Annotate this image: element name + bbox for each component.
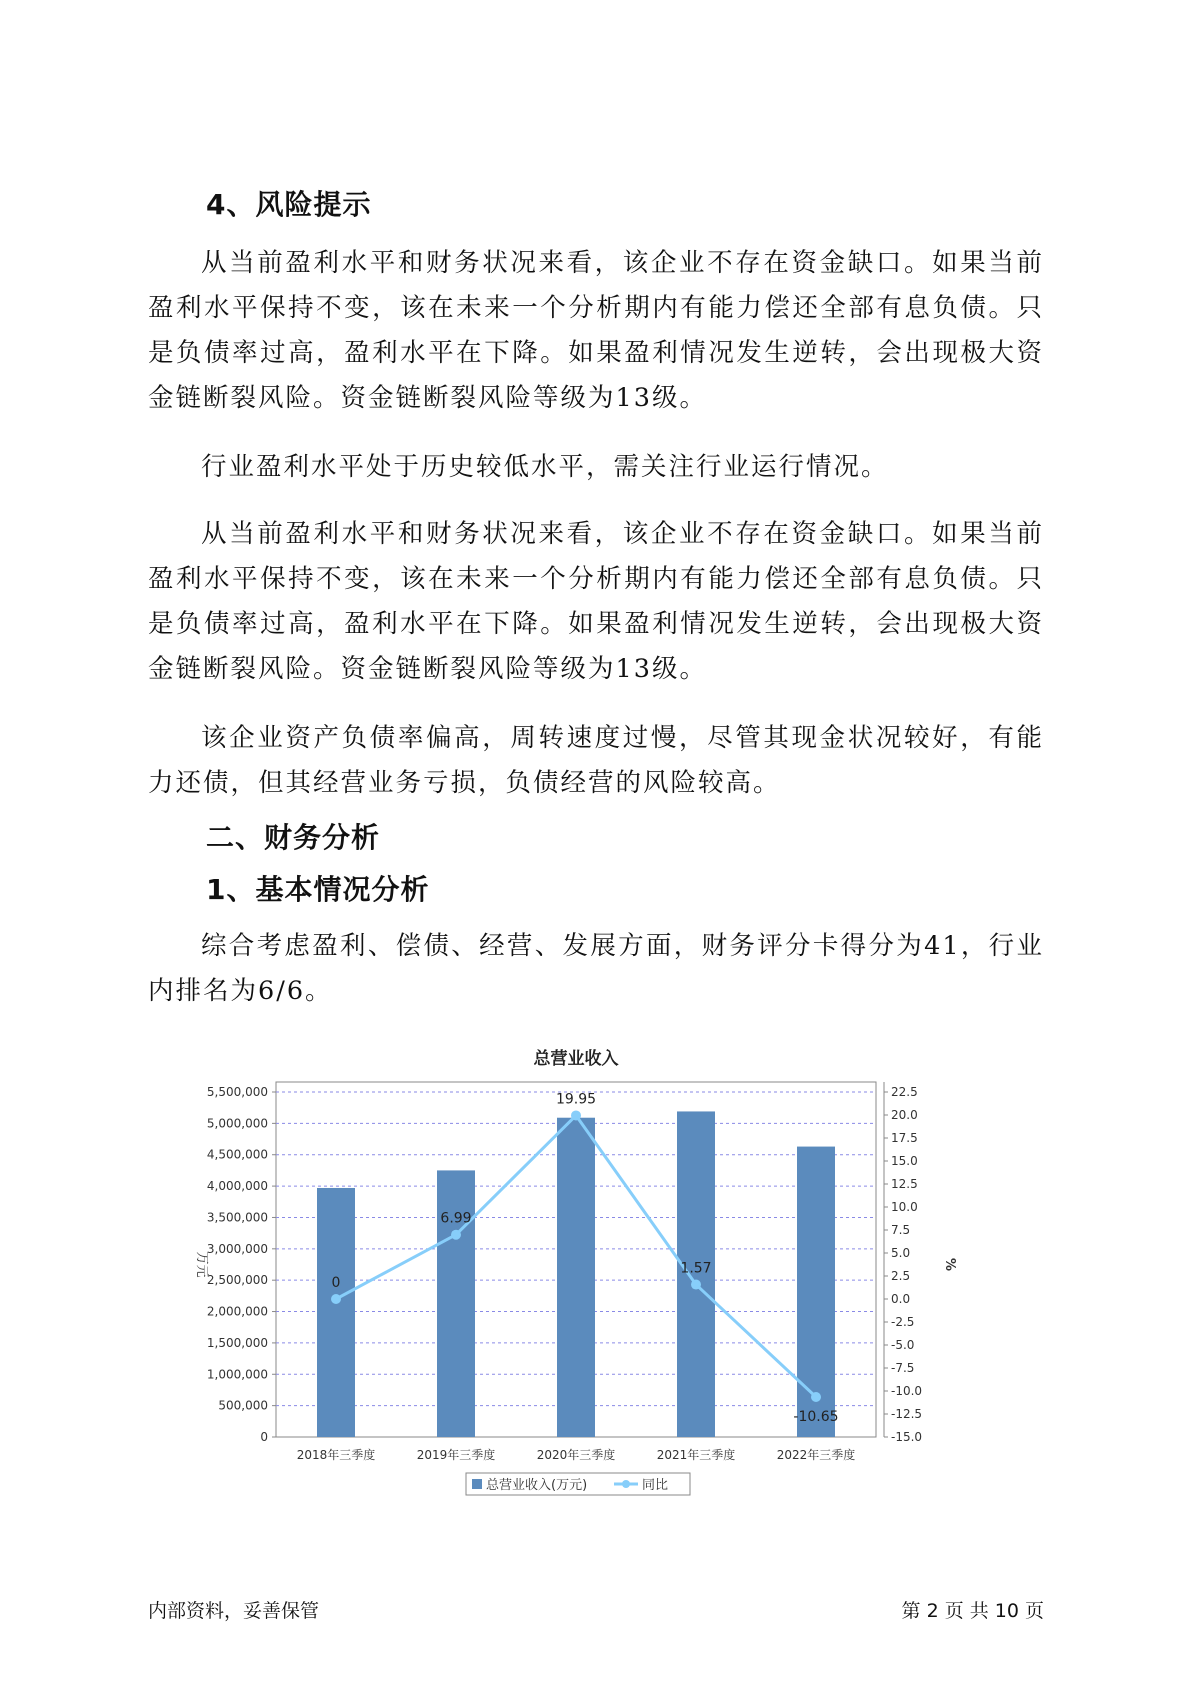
y-tick-label: 5,500,000 bbox=[206, 1085, 268, 1099]
y-right-tick-label: 17.5 bbox=[891, 1131, 918, 1145]
x-tick-label: 2021年三季度 bbox=[656, 1448, 736, 1462]
legend-line-label: 同比 bbox=[642, 1478, 669, 1493]
legend-bar-swatch bbox=[472, 1479, 482, 1489]
y-right-tick-label: -10.0 bbox=[891, 1384, 923, 1398]
yoy-data-label: 6.99 bbox=[440, 1210, 472, 1227]
y-right-tick-label: 12.5 bbox=[891, 1177, 918, 1191]
y-right-tick-label: 20.0 bbox=[891, 1108, 918, 1122]
yoy-point bbox=[811, 1392, 821, 1402]
y-right-tick-label: 10.0 bbox=[891, 1200, 918, 1214]
paragraph-risk-4: 该企业资产负债率偏高，周转速度过慢，尽管其现金状况较好，有能力还债，但其经营业务亏损，负债经营的风险较高。 bbox=[148, 723, 1044, 798]
y-tick-label: 3,000,000 bbox=[206, 1241, 268, 1256]
yoy-data-label: 0 bbox=[331, 1275, 341, 1291]
y-tick-label: 2,000,000 bbox=[206, 1304, 268, 1319]
risk-heading: 4、风险提示 bbox=[206, 188, 372, 221]
x-tick-label: 2019年三季度 bbox=[416, 1448, 496, 1462]
page-number: 第 2 页 共 10 页 bbox=[901, 1600, 1044, 1622]
y-tick-label: 2,500,000 bbox=[206, 1273, 268, 1288]
y-tick-label: 1,000,000 bbox=[206, 1367, 268, 1382]
x-tick-label: 2020年三季度 bbox=[536, 1448, 616, 1462]
y-right-tick-label: 5.0 bbox=[891, 1246, 911, 1260]
y-axis-label: 万元 bbox=[194, 1251, 209, 1278]
finance-heading: 二、财务分析 bbox=[206, 821, 381, 854]
y-tick-label: 1,500,000 bbox=[206, 1335, 268, 1350]
y-right-tick-label: 15.0 bbox=[891, 1154, 918, 1168]
paragraph-risk-2: 行业盈利水平处于历史较低水平，需关注行业运行情况。 bbox=[201, 452, 889, 482]
basic-heading: 1、基本情况分析 bbox=[206, 873, 430, 906]
y-tick-label: 0 bbox=[260, 1430, 268, 1444]
yoy-data-label: 19.95 bbox=[555, 1091, 597, 1108]
yoy-point bbox=[571, 1110, 581, 1120]
y-right-tick-label: -15.0 bbox=[891, 1430, 923, 1444]
y-right-tick-label: -5.0 bbox=[891, 1338, 915, 1352]
yoy-point bbox=[451, 1230, 461, 1240]
legend-line-marker bbox=[622, 1480, 630, 1488]
legend-bar-label: 总营业收入(万元) bbox=[486, 1478, 588, 1493]
paragraph-risk-3: 从当前盈利水平和财务状况来看，该企业不存在资金缺口。如果当前盈利水平保持不变，该在未来一个分析期内有能力偿还全部有息负债。只是负债率过高，盈利水平在下降。如果盈利情况发生逆转，会出现极大资金链断裂风险。资金链断裂风险等级为13级。 bbox=[148, 519, 1044, 684]
y-tick-label: 5,000,000 bbox=[206, 1116, 268, 1131]
yoy-data-label: 1.57 bbox=[680, 1260, 712, 1277]
y-right-tick-label: -12.5 bbox=[891, 1407, 923, 1421]
y-tick-label: 4,000,000 bbox=[206, 1179, 268, 1194]
yoy-data-label: -10.65 bbox=[793, 1408, 839, 1425]
yoy-point bbox=[691, 1280, 701, 1290]
bar bbox=[557, 1118, 595, 1437]
x-tick-label: 2018年三季度 bbox=[296, 1448, 376, 1462]
yoy-point bbox=[331, 1294, 341, 1304]
y-right-tick-label: 2.5 bbox=[891, 1269, 911, 1283]
y-right-axis-label: % bbox=[942, 1257, 957, 1272]
paragraph-risk-1: 从当前盈利水平和财务状况来看，该企业不存在资金缺口。如果当前盈利水平保持不变，该在未来一个分析期内有能力偿还全部有息负债。只是负债率过高，盈利水平在下降。如果盈利情况发生逆转，会出现极大资金链断裂风险。资金链断裂风险等级为13级。 bbox=[148, 248, 1044, 413]
y-right-tick-label: 0.0 bbox=[891, 1292, 911, 1306]
y-tick-label: 500,000 bbox=[218, 1398, 268, 1413]
revenue-chart bbox=[180, 1040, 1040, 1500]
paragraph-basic: 综合考虑盈利、偿债、经营、发展方面，财务评分卡得分为41，行业内排名为6/6。 bbox=[148, 931, 1044, 1006]
footer-note: 内部资料，妥善保管 bbox=[148, 1600, 320, 1622]
bar bbox=[317, 1188, 355, 1437]
chart-title: 总营业收入 bbox=[533, 1049, 619, 1069]
x-tick-label: 2022年三季度 bbox=[776, 1448, 856, 1462]
y-right-tick-label: 22.5 bbox=[891, 1085, 918, 1099]
revenue-chart-svg bbox=[180, 1040, 1040, 1500]
y-right-tick-label: -7.5 bbox=[891, 1361, 915, 1375]
y-tick-label: 4,500,000 bbox=[206, 1147, 268, 1162]
y-right-tick-label: 7.5 bbox=[891, 1223, 911, 1237]
y-right-tick-label: -2.5 bbox=[891, 1315, 915, 1329]
y-tick-label: 3,500,000 bbox=[206, 1210, 268, 1225]
